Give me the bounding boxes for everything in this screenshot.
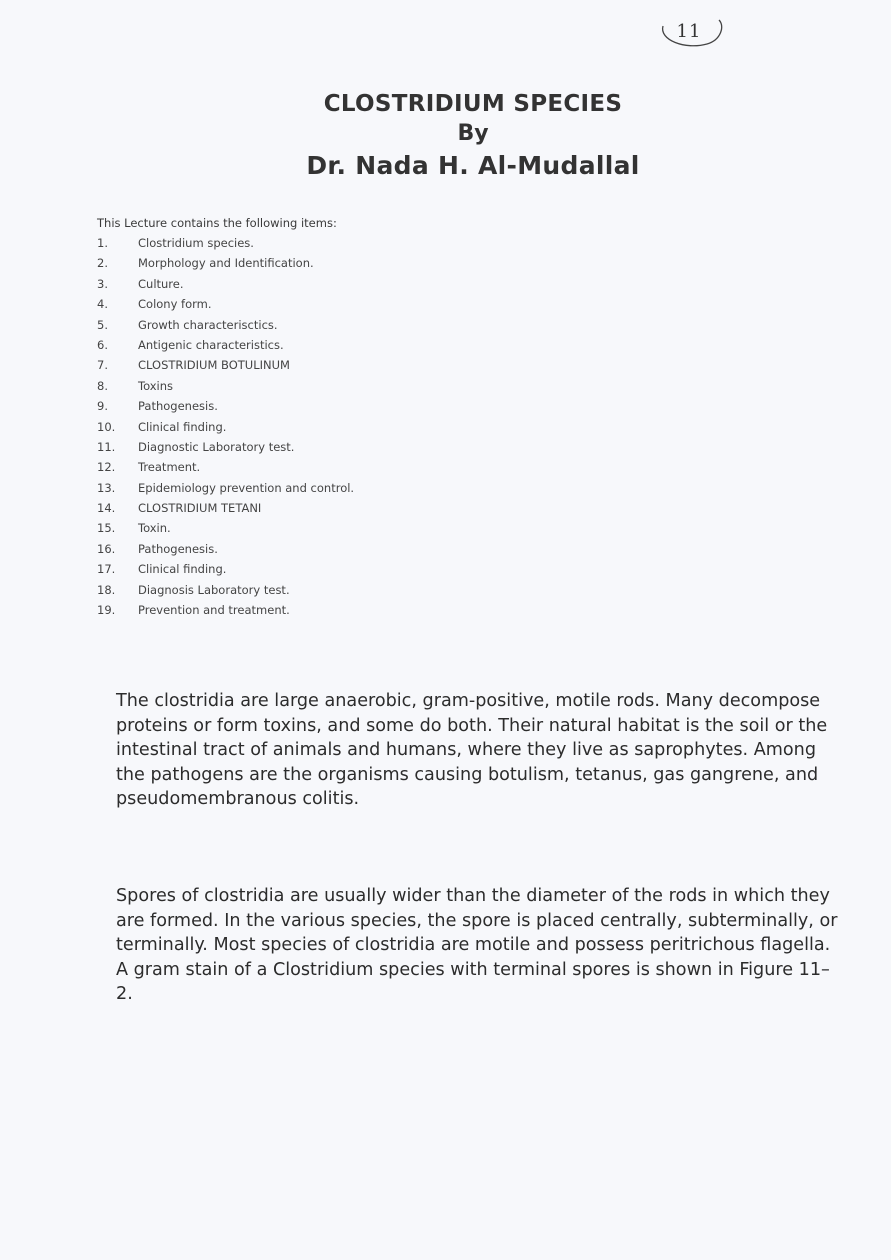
contents-item xyxy=(97,417,354,437)
contents-item xyxy=(97,580,354,600)
contents-item-number: 5. xyxy=(97,317,108,332)
contents-item-text: Morphology and Identification. xyxy=(138,256,314,271)
contents-item-text: Clinical finding. xyxy=(138,562,227,577)
contents-item xyxy=(97,253,354,273)
title-by: By xyxy=(457,121,489,146)
page-number-text: 11 xyxy=(676,21,702,42)
contents-item-text: Prevention and treatment. xyxy=(138,603,290,618)
contents-item-text: Epidemiology prevention and control. xyxy=(138,480,355,495)
contents-item-number: 13. xyxy=(97,480,116,495)
contents-item xyxy=(97,559,354,579)
contents-item-number: 9. xyxy=(97,399,108,414)
contents-item xyxy=(97,437,354,457)
contents-item-number: 11. xyxy=(97,439,116,454)
contents-item-number: 8. xyxy=(97,378,108,393)
contents-item-number: 3. xyxy=(97,276,108,291)
contents-item-text: Toxins xyxy=(138,378,174,393)
paragraph-intro: The clostridia are large anaerobic, gram-positive, motile rods. Many decompose proteins or form toxins, and some do both. Their natural habitat is the soil or the intestinal tract of animals and humans, where they live as saprophytes. Among the pathogens are the organisms causing botulism, tetanus, gas gangrene, and pseudomembranous colitis. xyxy=(116,691,828,809)
contents-item-number: 4. xyxy=(97,297,108,312)
contents-list xyxy=(97,233,354,620)
handwritten-page-number xyxy=(655,12,725,52)
contents-item xyxy=(97,518,354,538)
contents-item xyxy=(97,539,354,559)
contents-item xyxy=(97,457,354,477)
contents-item xyxy=(97,294,354,314)
contents-item-text: Diagnostic Laboratory test. xyxy=(138,439,295,454)
contents-item-number: 17. xyxy=(97,562,116,577)
contents-item-number: 7. xyxy=(97,358,108,373)
contents-item-text: Antigenic characteristics. xyxy=(138,337,284,352)
contents-item-text: CLOSTRIDIUM BOTULINUM xyxy=(138,358,290,373)
contents-item-number: 16. xyxy=(97,541,116,556)
contents-item-number: 1. xyxy=(97,236,108,250)
contents-item-text: Culture. xyxy=(138,276,184,291)
contents-item-text: Treatment. xyxy=(138,460,201,475)
contents-item xyxy=(97,274,354,294)
contents-item-number: 12. xyxy=(97,460,116,475)
contents-item xyxy=(97,376,354,396)
contents-item xyxy=(97,315,354,335)
title-block xyxy=(0,88,891,184)
contents-item-text: Diagnosis Laboratory test. xyxy=(138,582,290,597)
lecture-contents xyxy=(97,214,354,620)
contents-item-number: 2. xyxy=(97,256,108,271)
contents-item-number: 6. xyxy=(97,337,108,352)
paragraph-spores: Spores of clostridia are usually wider than the diameter of the rods in which they are formed. In the various species, the spore is placed centrally, subterminally, or terminally. Most species of clostridia are motile and possess peritrichous flagella. A gram stain of a Clostridium species with terminal spores is shown in Figure 11–2. xyxy=(116,886,838,1004)
contents-item xyxy=(97,355,354,375)
contents-intro: This Lecture contains the following items: xyxy=(97,216,337,230)
contents-item-number: 10. xyxy=(97,419,116,434)
contents-item-number: 14. xyxy=(97,501,116,516)
contents-item-text: CLOSTRIDIUM TETANI xyxy=(138,501,262,516)
contents-item xyxy=(97,600,354,620)
contents-item xyxy=(97,396,354,416)
contents-item-number: 18. xyxy=(97,582,116,597)
contents-item-text: Colony form. xyxy=(138,297,212,312)
contents-item-number: 19. xyxy=(97,603,116,618)
contents-item-text: Toxin. xyxy=(138,521,171,536)
contents-item xyxy=(97,478,354,498)
contents-item-text: Pathogenesis. xyxy=(138,541,218,556)
contents-item xyxy=(97,498,354,518)
contents-item-text: Clostridium species. xyxy=(138,236,254,250)
document-title: CLOSTRIDIUM SPECIES xyxy=(323,91,623,117)
contents-item-number: 15. xyxy=(97,521,116,536)
contents-item xyxy=(97,335,354,355)
contents-item-text: Clinical finding. xyxy=(138,419,227,434)
contents-item-text: Pathogenesis. xyxy=(138,399,218,414)
author-name: Dr. Nada H. Al-Mudallal xyxy=(306,151,640,180)
contents-item xyxy=(97,233,354,253)
contents-item-text: Growth characterisctics. xyxy=(138,317,278,332)
